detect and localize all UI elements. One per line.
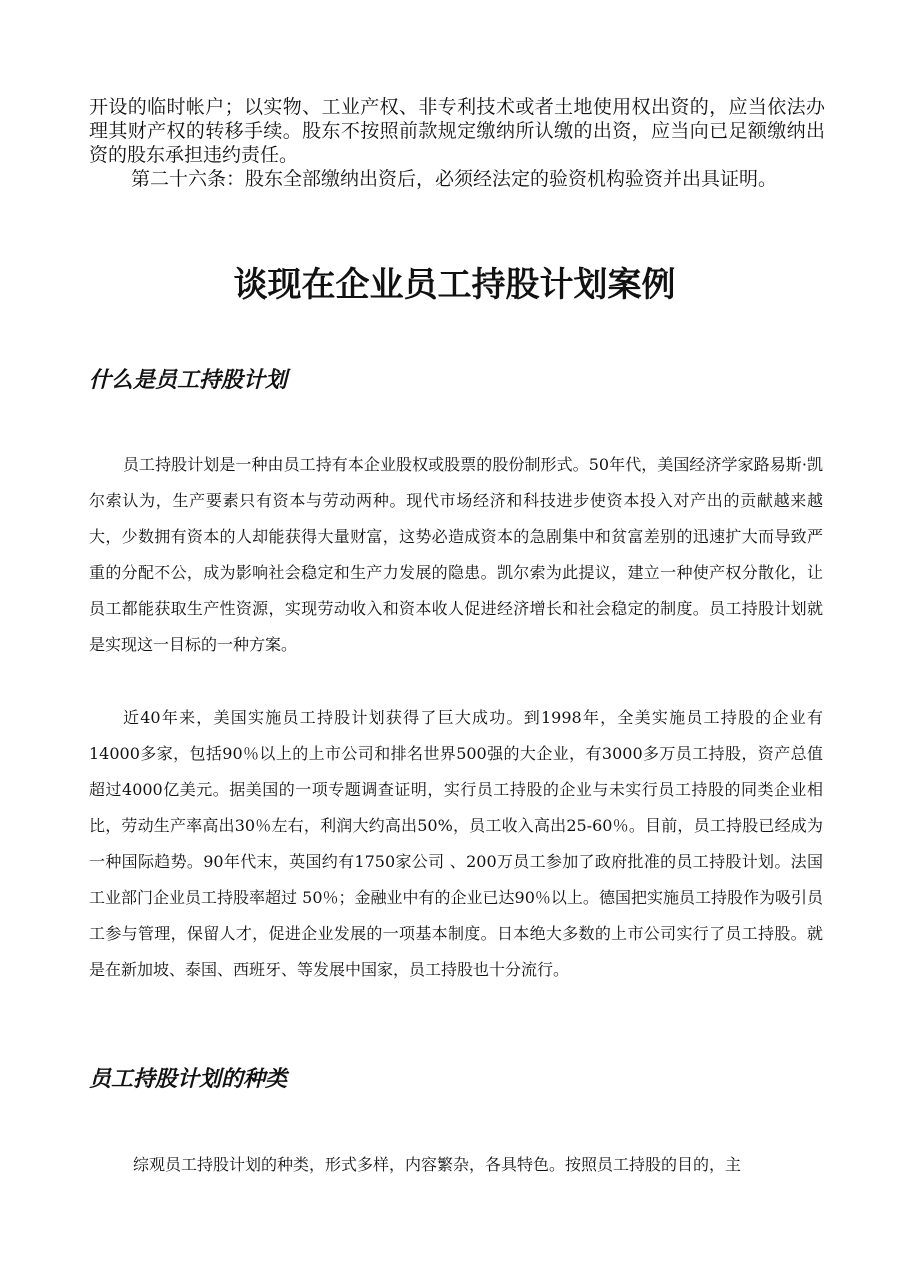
paragraph-definition: 员工持股计划是一种由员工持有本企业股权或股票的股份制形式。50年代，美国经济学家路易斯·凯尔索认为，生产要素只有资本与劳动两种。现代市场经济和科技进步使资本投入对产出的贡献越来越大，少数拥有资本的人却能获得大量财富，这势必造成资本的急剧集中和贫富差别的迅速扩大而导致严重的分配不公，成为影响社会稳定和生产力发展的隐患。凯尔索为此提议，建立一种使产权分散化，让员工都能获取生产性资源，实现劳动收入和资本收人促进经济增长和社会稳定的制度。员工持股计划就是实现这一目标的一种方案。 — [89, 455, 823, 654]
paragraph-article-26: 第二十六条：股东全部缴纳出资后，必须经法定的验资机构验资并出具证明。 — [131, 168, 778, 190]
paragraph-history: 近40年来，美国实施员工持股计划获得了巨大成功。到1998年，全美实施员工持股的企业有14000多家，包括90％以上的上市公司和排名世界500强的大企业，有3000多万员工持股，资产总值超过4000亿美元。据美国的一项专题调查证明，实行员工持股的企业与未实行员工持股的同类企业相比，劳动生产率高出30％左右，利润大约高出50%，员工收入高出25-60％。目前，员工持股已经成为一种国际趋势。90年代末，英国约有1750家公司 、200万员工参加了政府批准的员工持股计划。法国工业部门企业员工持股率超过 50％；金融业中有的企业已达90％以上。德国把实施员工持股作为吸引员工参与管理，保留人才，促进企业发展的一项基本制度。日本绝大多数的上市公司实行了员工持股。就是在新加坡、泰国、西班牙、等发展中国家，员工持股也十分流行。 — [89, 708, 823, 979]
section-heading-what-is: 什么是员工持股计划 — [89, 368, 288, 393]
section-heading-types: 员工持股计划的种类 — [89, 1067, 288, 1092]
top-text-block — [89, 95, 825, 191]
paragraph-types-intro: 综观员工持股计划的种类，形式多样，内容繁杂，各具特色。按照员工持股的目的，主 — [133, 1155, 742, 1174]
paragraph-article-continuation: 开设的临时帐户；以实物、工业产权、非专利技术或者土地使用权出资的，应当依法办理其财产权的转移手续。股东不按照前款规定缴纳所认缴的出资，应当向已足额缴纳出资的股东承担违约责任。 — [89, 96, 825, 166]
document-title: 谈现在企业员工持股计划案例 — [233, 265, 676, 305]
